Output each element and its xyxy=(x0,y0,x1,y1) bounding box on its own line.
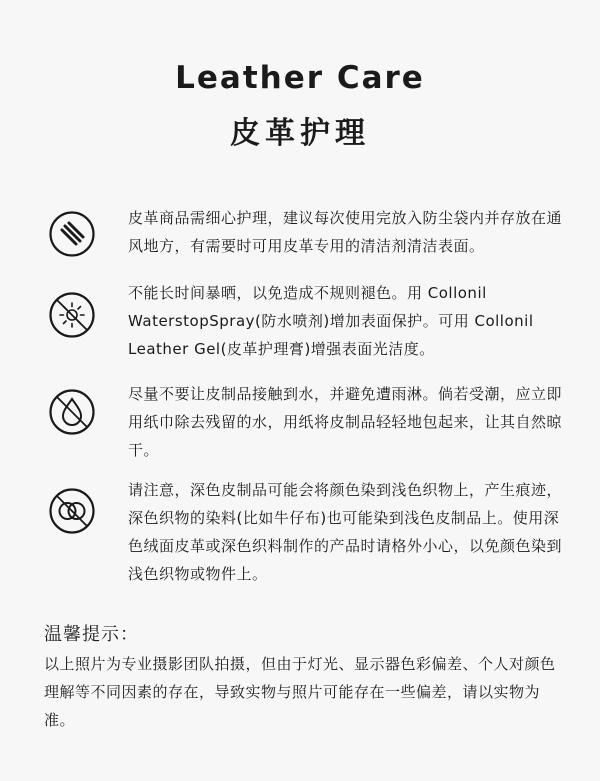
care-item-text: 尽量不要让皮制品接触到水，并避免遭雨淋。倘若受潮，应立即用纸巾除去残留的水，用纸将皮制品轻轻地包起来，让其自然晾干。 xyxy=(128,385,563,459)
care-item-text: 皮革商品需细心护理，建议每次使用完放入防尘袋内并存放在通风地方，有需要时可用皮革专用的清洁剂清洁表面。 xyxy=(128,209,563,255)
care-item-text: 不能长时间暴晒，以免造成不规则褪色。用 Collonil WaterstopSpray(防水喷剂)增加表面保护。可用 Collonil Leather Gel(皮革护理膏)增强表面光洁度。 xyxy=(128,284,534,358)
page-title-english: Leather Care xyxy=(175,60,425,96)
leather-texture-icon xyxy=(48,210,96,258)
no-water-icon xyxy=(48,388,96,436)
page-title-chinese: 皮革护理 xyxy=(230,116,370,151)
no-sun-icon xyxy=(48,291,96,339)
tips-body: 以上照片为专业摄影团队拍摄，但由于灯光、显示器色彩偏差、个人对颜色理解等不同因素的存在，导致实物与照片可能存在一些偏差，请以实物为准。 xyxy=(44,655,556,729)
care-item-text: 请注意，深色皮制品可能会将颜色染到浅色织物上，产生痕迹，深色织物的染料(比如牛仔布)也可能染到浅色皮制品上。使用深色绒面皮革或深色织料制作的产品时请格外小心，以免颜色染到浅色织物或物件上。 xyxy=(128,481,563,583)
tips-heading: 温馨提示： xyxy=(44,624,139,645)
no-color-transfer-icon xyxy=(48,487,96,535)
